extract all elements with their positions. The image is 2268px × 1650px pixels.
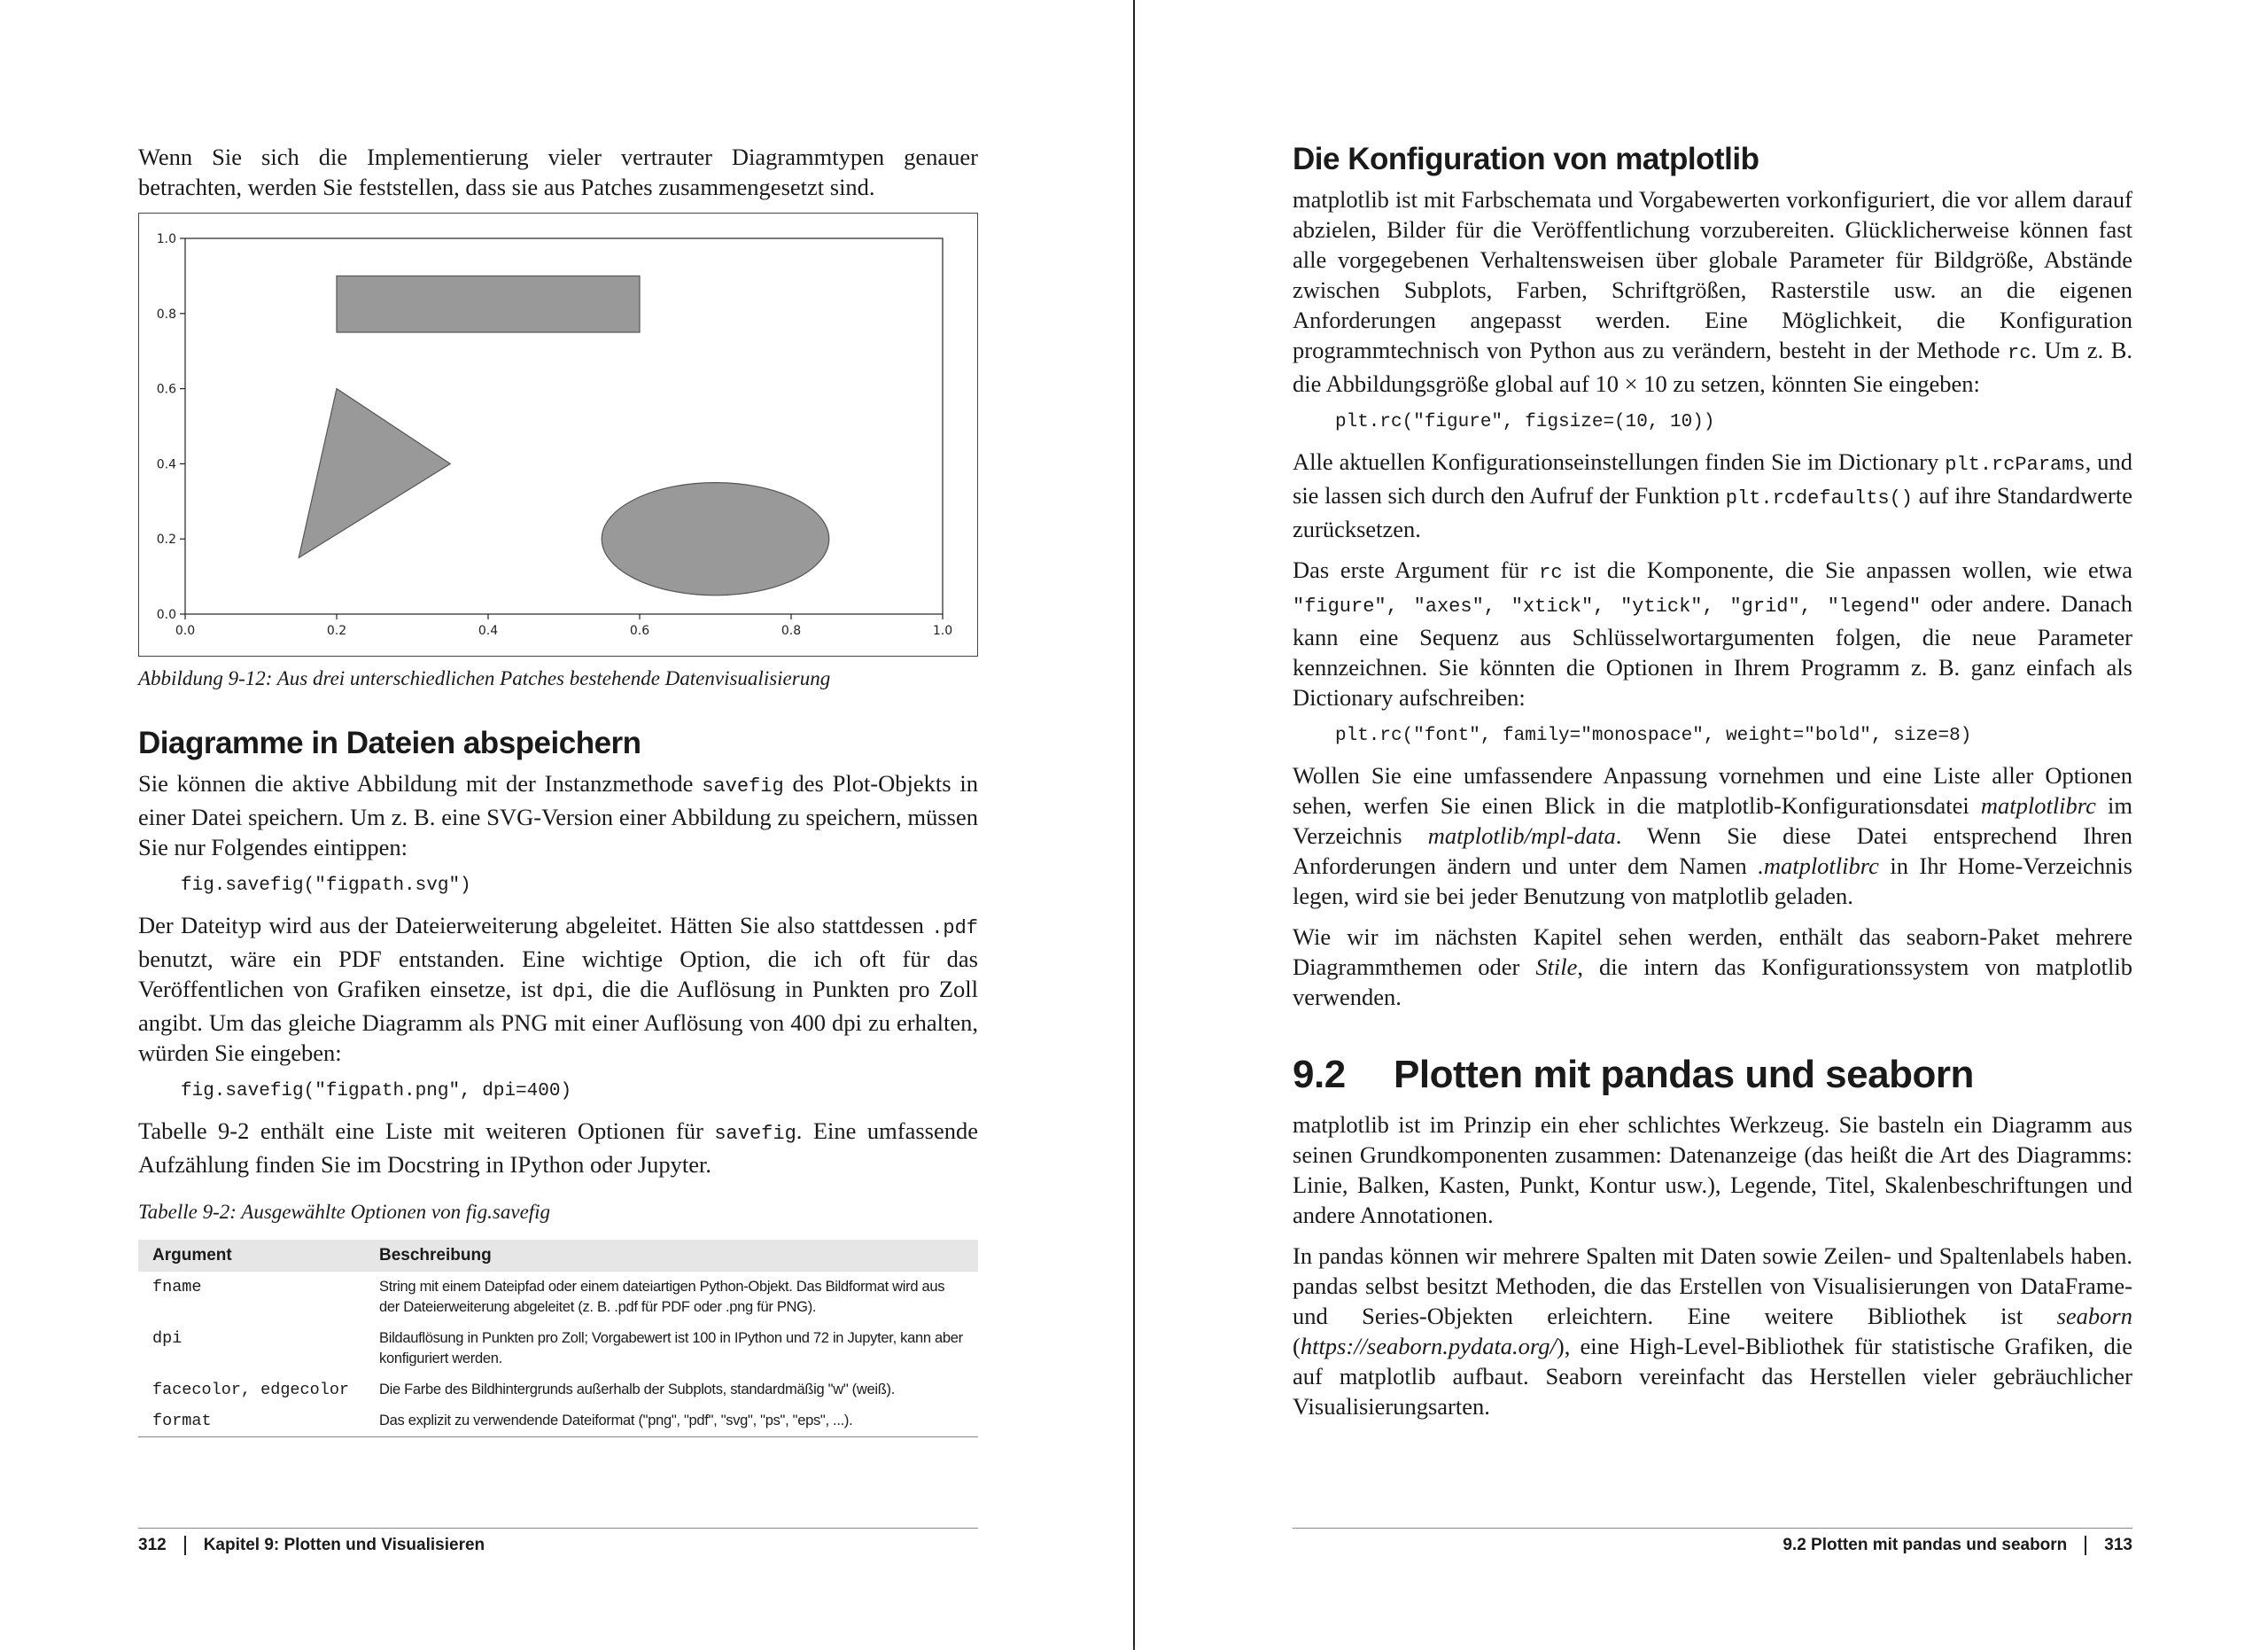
pandas-seaborn-paragraph — [1293, 1241, 2132, 1421]
italic-text: https://seaborn.pydata.org/ — [1300, 1333, 1557, 1359]
text-run: ), eine High-Level-Bibliothek für statistische Grafiken, die auf matplotlib aufbaut. Seaborn vereinfacht das Herstellen vieler gebräuchlicher Visualisierungsarten. — [1293, 1333, 2132, 1420]
table-row — [138, 1374, 978, 1405]
table-reference-paragraph — [138, 1116, 978, 1179]
right-page-content — [1293, 142, 2132, 1432]
savefig-paragraph — [138, 768, 978, 862]
rectangle-patch — [337, 276, 640, 332]
savefig-options-table — [138, 1240, 978, 1437]
chapter-title: Plotten mit pandas und seaborn — [1394, 1053, 1974, 1096]
right-page — [1135, 0, 2268, 1650]
description-cell: Das explizit zu verwendende Dateiformat ("png", "pdf", "svg", "ps", "eps", ...). — [365, 1405, 978, 1437]
text-run: , und sie lassen sich durch den Aufruf der Funktion — [1293, 448, 2133, 509]
page-number: 312 — [138, 1536, 167, 1554]
figure-caption: Abbildung 9-12: Aus drei unterschiedlichen Patches bestehende Datenvisualisierung — [138, 667, 831, 689]
y-tick-label: 0.6 — [156, 382, 176, 397]
chapter-heading — [1293, 1053, 2132, 1097]
text-run: benutzt, wäre ein PDF entstanden. Eine wichtige Option, die ich oft für das Veröffentlichen von Grafiken einsetze, ist — [138, 946, 978, 1002]
text-run: . Eine umfassende Aufzählung finden Sie im Docstring in IPython oder Jupyter. — [138, 1117, 978, 1178]
patches-plot — [139, 214, 977, 656]
y-tick-label: 0.4 — [156, 457, 176, 472]
matplotlibrc-paragraph — [1293, 760, 2132, 911]
inline-code: .pdf — [931, 917, 978, 939]
text-run: Tabelle 9-2 enthält eine Liste mit weiteren Optionen für — [138, 1117, 715, 1144]
text-run: Wollen Sie eine umfassendere Anpassung vornehmen und eine Liste aller Optionen sehen, werfen Sie einen Blick in die matplotlib-Konfigurationsdatei — [1293, 762, 2132, 819]
table-caption: Tabelle 9-2: Ausgewählte Optionen von fig.savefig — [138, 1201, 551, 1223]
text-run: . Wenn Sie diese Datei entsprechend Ihren Anforderungen ändern und unter dem Namen — [1293, 822, 2132, 879]
text-run: auf ihre Standardwerte zurücksetzen. — [1293, 482, 2132, 542]
x-tick-label: 1.0 — [932, 624, 953, 638]
argument-cell: format — [138, 1405, 365, 1437]
text-run: . Um z. B. die Abbildungsgröße global auf 10 × 10 zu setzen, könnten Sie eingeben: — [1293, 337, 2133, 397]
footer-separator — [2085, 1536, 2086, 1555]
italic-text: Stile — [1535, 953, 1578, 980]
italic-text: seaborn — [2056, 1303, 2132, 1329]
argument-cell: dpi — [152, 1329, 183, 1348]
section-heading-save: Diagramme in Dateien abspeichern — [138, 726, 641, 760]
description-cell: Bildauflösung in Punkten pro Zoll; Vorgabewert ist 100 in IPython und 72 in Jupyter, kann aber konfiguriert werden. — [379, 1330, 963, 1366]
text-run: , die intern das Konfigurationssystem von matplotlib verwenden. — [1293, 953, 2132, 1010]
inline-code: "figure", "axes", "xtick", "ytick", "grid", "legend" — [1293, 595, 1922, 618]
inline-code: rc — [2008, 342, 2031, 364]
text-run: in Ihr Home-Verzeichnis legen, wird sie bei jeder Benutzung von matplotlib geladen. — [1293, 852, 2132, 909]
column-header: Argument — [138, 1240, 365, 1272]
left-page — [0, 0, 1133, 1650]
rc-argument-paragraph — [1293, 555, 2132, 712]
text-run: Wie wir im nächsten Kapitel sehen werden, enthält das seaborn-Paket mehrere Diagrammthemen oder — [1293, 923, 2132, 980]
inline-code: savefig — [702, 775, 784, 798]
y-tick-label: 0.8 — [156, 307, 176, 322]
inline-code: rc — [1539, 562, 1563, 584]
footer-separator — [184, 1536, 186, 1555]
argument-cell: facecolor, edgecolor — [152, 1381, 350, 1399]
y-tick-label: 1.0 — [156, 232, 176, 246]
x-tick-label: 0.8 — [781, 624, 802, 638]
text-run: Das erste Argument für — [1293, 556, 1540, 583]
argument-cell: fname — [152, 1278, 202, 1296]
description-cell: Die Farbe des Bildhintergrunds außerhalb der Subplots, standardmäßig "w" (weiß). — [379, 1381, 895, 1397]
left-page-footer — [138, 1528, 978, 1555]
running-title: Kapitel 9: Plotten und Visualisieren — [203, 1536, 485, 1554]
inline-code: dpi — [552, 981, 587, 1003]
chapter-number: 9.2 — [1293, 1053, 1346, 1096]
table-header-row — [138, 1240, 978, 1272]
text-run: ( — [1293, 1333, 1301, 1359]
page-number: 313 — [2104, 1536, 2132, 1554]
inline-code: plt.rcParams — [1945, 454, 2085, 476]
x-tick-label: 0.2 — [326, 624, 347, 638]
code-block-svg: fig.savefig("figpath.svg") — [181, 876, 471, 896]
ellipse-patch — [602, 483, 829, 595]
table-row — [138, 1323, 978, 1374]
description-cell: String mit einem Dateipfad oder einem dateiartigen Python-Objekt. Das Bildformat wird aus der Dateierweiterung abgeleitet (z. B. .pdf für PDF oder .png für PNG). — [379, 1279, 945, 1315]
left-page-content — [138, 142, 978, 1437]
y-tick-label: 0.0 — [156, 608, 176, 622]
x-tick-label: 0.0 — [175, 624, 196, 638]
rcparams-paragraph — [1293, 447, 2132, 544]
matplotlib-basics-paragraph: matplotlib ist im Prinzip ein eher schlichtes Werkzeug. Sie basteln ein Diagramm aus seinen Grundkomponenten zusammen: Datenanzeige (das heißt die Art des Diagramms: Linie, Balken, Kasten, Punkt, Kontur usw.), Legende, Titel, Skalenbeschriftungen und andere Annotationen. — [1293, 1111, 2132, 1228]
text-run: oder andere. Danach kann eine Sequenz aus Schlüsselwortargumenten folgen, die neue Parameter kennzeichnen. Sie könnten die Optionen in Ihrem Programm z. B. ganz einfach als Dictionary aufschreiben: — [1293, 590, 2133, 711]
config-paragraph — [1293, 184, 2132, 399]
text-run: Der Dateityp wird aus der Dateierweiterung abgeleitet. Hätten Sie also stattdessen — [138, 912, 932, 938]
text-run: In pandas können wir mehrere Spalten mit Daten sowie Zeilen- und Spaltenlabels haben. pandas selbst besitzt Methoden, die das Erstellen von Visualisierungen von DataFrame- und Series-Objekten erleichtern. Eine weitere Bibliothek ist — [1293, 1242, 2132, 1329]
intro-paragraph: Wenn Sie sich die Implementierung vieler vertrauter Diagrammtypen genauer betrachten, werden Sie feststellen, dass sie aus Patches zusammengesetzt sind. — [138, 144, 978, 200]
table-row — [138, 1405, 978, 1437]
text-run: , die die Auflösung in Punkten pro Zoll angibt. Um das gleiche Diagramm als PNG mit einer Auflösung von 400 dpi zu erhalten, würden Sie eingeben: — [138, 976, 978, 1066]
code-block-rc-figure: plt.rc("figure", figsize=(10, 10)) — [1335, 412, 1715, 432]
filetype-paragraph — [138, 910, 978, 1068]
inline-code: savefig — [714, 1123, 796, 1145]
code-block-png: fig.savefig("figpath.png", dpi=400) — [181, 1081, 572, 1101]
triangle-patch — [299, 389, 450, 558]
x-tick-label: 0.4 — [478, 624, 499, 638]
column-header: Beschreibung — [365, 1240, 978, 1272]
right-page-footer — [1293, 1528, 2132, 1555]
italic-text: .matplotlibrc — [1758, 852, 1879, 879]
text-run: Sie können die aktive Abbildung mit der Instanzmethode — [138, 770, 703, 797]
text-run: matplotlib ist mit Farbschemata und Vorgabewerten vorkonfiguriert, die vor allem darauf abzielen, Bilder für die Veröffentlichung vorzubereiten. Glücklicherweise können fast alle vorgegebenen Verhaltensweisen über globale Parameter für Bildgröße, Abstände zwischen Subplots, Farben, Schriftgrößen, Rasterstile usw. an die eigenen Anforderungen angepasst werden. Eine Möglichkeit, die Konfiguration programmtechnisch von Python aus zu verändern, besteht in der Methode — [1293, 186, 2132, 363]
text-run: im Verzeichnis — [1293, 792, 2132, 849]
section-heading-config: Die Konfiguration von matplotlib — [1293, 142, 1759, 176]
italic-text: matplotlibrc — [1980, 792, 2096, 819]
code-block-rc-font: plt.rc("font", family="monospace", weight="bold", size=8) — [1335, 726, 1972, 746]
text-run: Alle aktuellen Konfigurationseinstellungen finden Sie im Dictionary — [1293, 448, 1946, 475]
italic-text: matplotlib/mpl-data — [1427, 822, 1616, 849]
table-row — [138, 1272, 978, 1323]
text-run: des Plot-Objekts in einer Datei speichern. Um z. B. eine SVG-Version einer Abbildung zu speichern, müssen Sie nur Folgendes eintippen: — [138, 770, 978, 860]
y-tick-label: 0.2 — [156, 533, 176, 548]
seaborn-styles-paragraph — [1293, 922, 2132, 1012]
text-run: ist die Komponente, die Sie anpassen wollen, wie etwa — [1562, 556, 2132, 583]
x-tick-label: 0.6 — [629, 624, 650, 638]
inline-code: plt.rcdefaults() — [1725, 487, 1913, 510]
patches-figure — [138, 213, 978, 657]
running-title: 9.2 Plotten mit pandas und seaborn — [1783, 1536, 2068, 1554]
